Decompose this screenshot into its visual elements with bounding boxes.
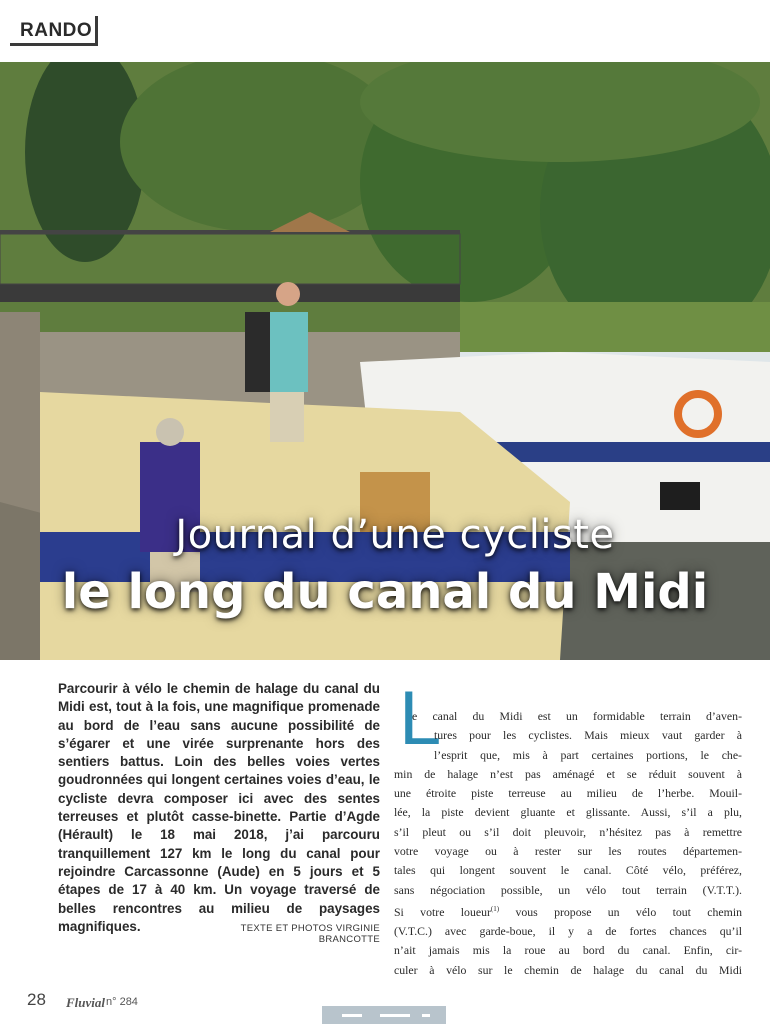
magazine-name: Fluvial [66, 995, 106, 1010]
body-line: (V.T.C.) avec garde-boue, il y a de fortes chances qu’il [394, 924, 742, 939]
body-line: n’ait jamais mis la roue au bord du canal. Enfin, cir- [394, 943, 742, 958]
body-line: e canal du Midi est un formidable terrain d’aven- [412, 709, 742, 723]
body-line: min de halage n’est pas aménagé et se réduit souvent à [394, 766, 742, 781]
body-line: culer à vélo sur le chemin de halage du canal du Midi [394, 962, 742, 977]
body-line: votre voyage ou à rester sur les routes départemen- [394, 844, 742, 859]
body-line: s’il pleut ou s’il doit pleuvoir, n’hésitez pas à remettre [394, 824, 742, 839]
headline-line-1: Journal d’une cycliste [175, 512, 615, 558]
body-line-part: Si votre loueur [394, 904, 491, 919]
photo-credit: TEXTE ET PHOTOS VIRGINIE BRANCOTTE [240, 923, 380, 945]
body-line: une étroite piste terreuse au milieu de l’herbe. Mouil- [394, 786, 742, 801]
rubric-label: RANDO [20, 20, 93, 41]
page-number: 28 [27, 990, 46, 1009]
drop-cap: L [399, 676, 442, 761]
body-line [394, 900, 742, 922]
body-line: l’esprit que, mis à part certaines portions, le che- [434, 747, 742, 762]
body-line: lée, la piste devient gluante et glissante. Aussi, s’il a plu, [394, 805, 742, 820]
intro-paragraph: Parcourir à vélo le chemin de halage du canal du Midi est, tout à la fois, une magnifique promenade au bord de l’eau sans aucune possibilité de s’égarer et une virée surprenante hors des sentiers battus. Loin des belles voies vertes goudronnées qui longent certaines voies d’eau, le cycliste devra composer ici avec des sentes terreuses et plutôt casse-binette. Partie d’Agde (Hérault) le 18 mai 2018, j’ai parcouru tranquillement 127 km le long du canal pour rejoindre Carcassonne (Aude) en 5 jours et 5 étapes de 17 à 40 km. Un voyage traversé de belles rencontres au milieu de paysages magnifiques. [58, 681, 380, 934]
body-line: tures pour les cyclistes. Mais mieux vaut garder à [434, 728, 742, 743]
hero-photo [0, 62, 770, 660]
body-line-part: vous propose un vélo tout chemin [499, 904, 742, 919]
footnote-mark: (1) [490, 904, 500, 913]
article-body [394, 707, 742, 980]
issue-number: n° 284 [106, 996, 138, 1008]
body-line: sans négociation possible, un vélo tout terrain (V.T.T.). [394, 882, 742, 897]
body-line: tales qui longent souvent le canal. Côté vélo, préférez, [394, 863, 742, 878]
headline-line-2: le long du canal du Midi [61, 564, 709, 620]
section-rubric [10, 16, 98, 46]
advert-strip [322, 1006, 446, 1024]
